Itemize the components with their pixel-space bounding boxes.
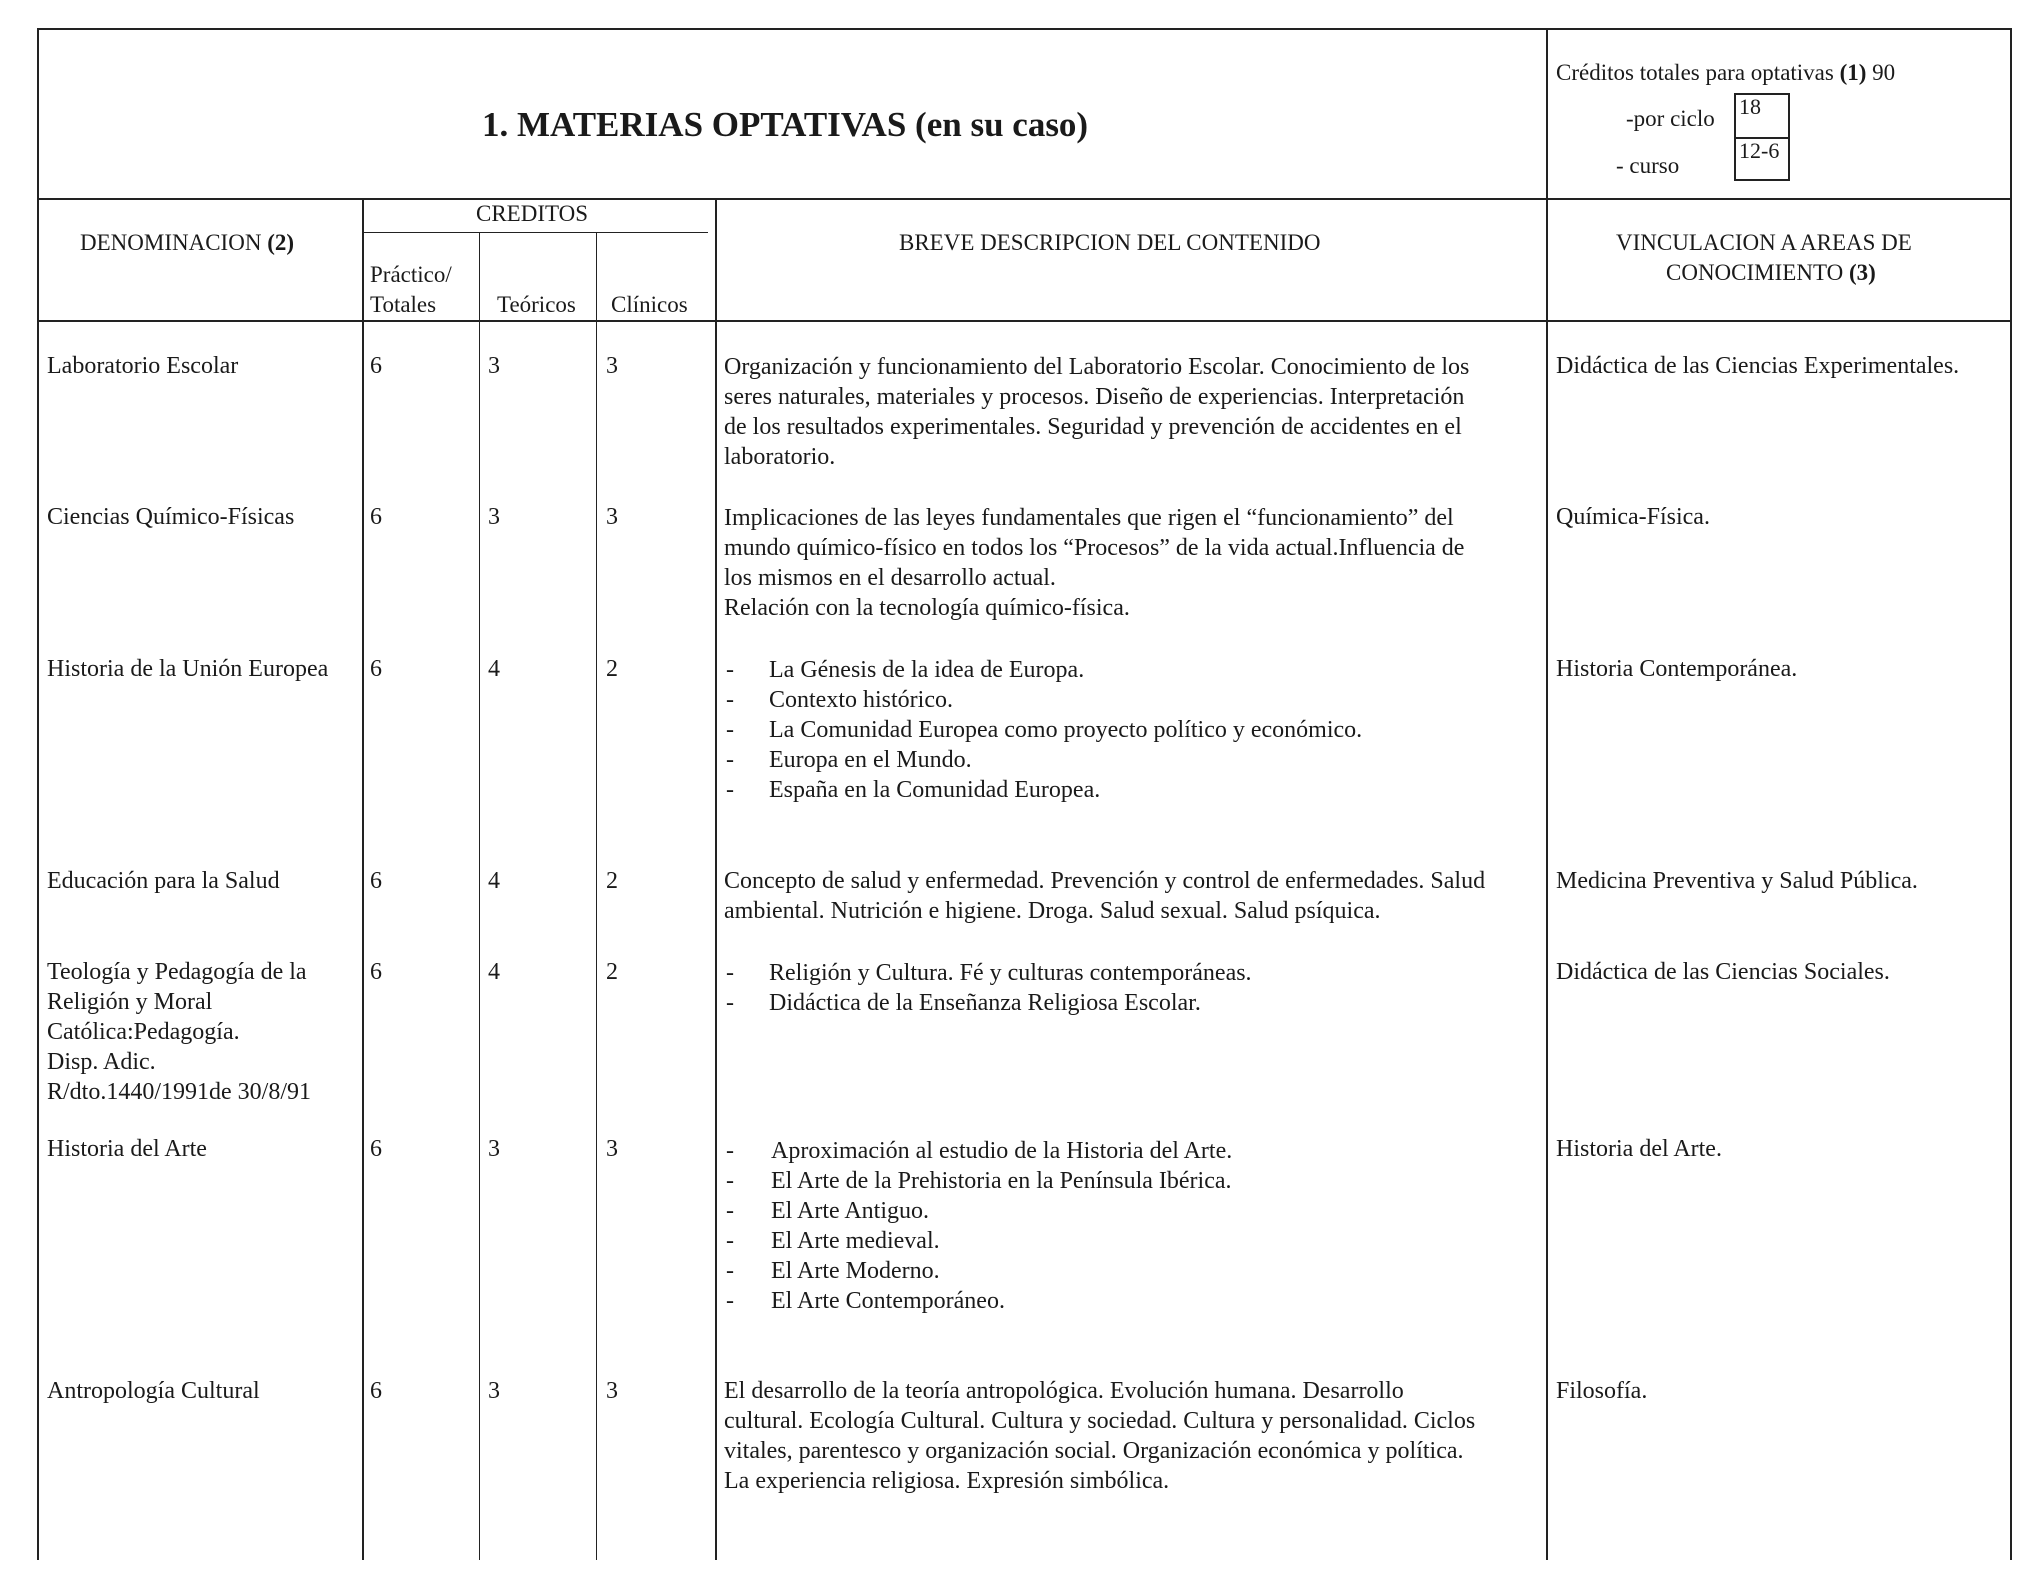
row-totales: 6 bbox=[370, 959, 382, 985]
row-desc-line: La experiencia religiosa. Expresión simbólica. bbox=[724, 1468, 1170, 1494]
creditos-totales-note: (1) bbox=[1839, 60, 1867, 85]
bullet-dash: - bbox=[726, 717, 734, 743]
row-desc-line: mundo químico-físico en todos los “Procesos” de la vida actual.Influencia de bbox=[724, 535, 1465, 561]
row-area: Didáctica de las Ciencias Sociales. bbox=[1556, 959, 1890, 985]
bullet-dash: - bbox=[726, 1168, 734, 1194]
creditos-totales-value: 90 bbox=[1872, 60, 1896, 85]
row-denominacion: Ciencias Químico-Físicas bbox=[47, 504, 295, 530]
bullet-dash: - bbox=[726, 777, 734, 803]
bullet-dash: - bbox=[726, 1288, 734, 1314]
row-area: Historia Contemporánea. bbox=[1556, 656, 1798, 682]
row-desc-line: Concepto de salud y enfermedad. Prevención y control de enfermedades. Salud bbox=[724, 868, 1486, 894]
row-totales: 6 bbox=[370, 504, 382, 530]
row-desc-line: Relación con la tecnología químico-física. bbox=[724, 595, 1130, 621]
por-ciclo-value-box bbox=[1734, 93, 1790, 139]
row-teoricos: 3 bbox=[488, 353, 500, 379]
row-bullet: Contexto histórico. bbox=[769, 687, 953, 713]
col-denominacion bbox=[80, 228, 294, 258]
row-desc-line: laboratorio. bbox=[724, 444, 836, 470]
curso-label: - curso bbox=[1616, 153, 1680, 178]
row-clinicos: 2 bbox=[606, 959, 618, 985]
por-ciclo-label: -por ciclo bbox=[1626, 106, 1715, 131]
row-clinicos: 3 bbox=[606, 504, 618, 530]
bullet-dash: - bbox=[726, 1228, 734, 1254]
row-denominacion: R/dto.1440/1991de 30/8/91 bbox=[47, 1079, 311, 1105]
bullet-dash: - bbox=[726, 687, 734, 713]
por-ciclo-value: 18 bbox=[1739, 94, 1761, 119]
row-desc-line: Implicaciones de las leyes fundamentales que rigen el “funcionamiento” del bbox=[724, 505, 1454, 531]
col-denominacion-label: DENOMINACION bbox=[80, 230, 262, 255]
row-desc-line: Organización y funcionamiento del Laboratorio Escolar. Conocimiento de los bbox=[724, 354, 1470, 380]
row-area: Didáctica de las Ciencias Experimentales. bbox=[1556, 353, 1960, 379]
col-practico-2: Totales bbox=[370, 292, 437, 317]
row-bullet: Europa en el Mundo. bbox=[769, 747, 972, 773]
row-denominacion: Antropología Cultural bbox=[47, 1378, 260, 1404]
row-teoricos: 3 bbox=[488, 1136, 500, 1162]
bullet-dash: - bbox=[726, 747, 734, 773]
row-teoricos: 4 bbox=[488, 868, 500, 894]
row-totales: 6 bbox=[370, 656, 382, 682]
row-denominacion: Teología y Pedagogía de la bbox=[47, 959, 307, 985]
row-denominacion: Educación para la Salud bbox=[47, 868, 280, 894]
bullet-dash: - bbox=[726, 1258, 734, 1284]
bullet-dash: - bbox=[726, 960, 734, 986]
col-vinculacion-2 bbox=[1666, 258, 1876, 288]
curso-value: 12-6 bbox=[1739, 138, 1780, 163]
row-clinicos: 3 bbox=[606, 353, 618, 379]
row-desc-line: seres naturales, materiales y procesos. Diseño de experiencias. Interpretación bbox=[724, 384, 1465, 410]
row-teoricos: 3 bbox=[488, 504, 500, 530]
creditos-totales-label: Créditos totales para optativas bbox=[1556, 60, 1834, 85]
row-clinicos: 3 bbox=[606, 1136, 618, 1162]
bullet-dash: - bbox=[726, 1198, 734, 1224]
creditos-totales-line bbox=[1556, 58, 1895, 88]
row-desc-line: cultural. Ecología Cultural. Cultura y sociedad. Cultura y personalidad. Ciclos bbox=[724, 1408, 1476, 1434]
row-bullet: El Arte medieval. bbox=[771, 1228, 940, 1254]
curso-value-box bbox=[1734, 137, 1790, 181]
page-title: 1. MATERIAS OPTATIVAS (en su caso) bbox=[482, 105, 1089, 144]
row-bullet: Religión y Cultura. Fé y culturas contemporáneas. bbox=[769, 960, 1252, 986]
col-teoricos: Teóricos bbox=[497, 292, 576, 317]
row-denominacion: Historia del Arte bbox=[47, 1136, 207, 1162]
row-bullet: El Arte de la Prehistoria en la Península Ibérica. bbox=[771, 1168, 1232, 1194]
row-denominacion: Historia de la Unión Europea bbox=[47, 656, 329, 682]
row-bullet: El Arte Antiguo. bbox=[771, 1198, 929, 1224]
row-clinicos: 3 bbox=[606, 1378, 618, 1404]
row-bullet: España en la Comunidad Europea. bbox=[769, 777, 1101, 803]
row-totales: 6 bbox=[370, 1378, 382, 1404]
row-bullet: La Comunidad Europea como proyecto político y económico. bbox=[769, 717, 1363, 743]
row-denominacion: Religión y Moral bbox=[47, 989, 213, 1015]
col-denominacion-note: (2) bbox=[267, 230, 295, 255]
row-area: Química-Física. bbox=[1556, 504, 1710, 530]
row-teoricos: 3 bbox=[488, 1378, 500, 1404]
row-desc-line: El desarrollo de la teoría antropológica. Evolución humana. Desarrollo bbox=[724, 1378, 1404, 1404]
row-area: Filosofía. bbox=[1556, 1378, 1648, 1404]
col-creditos: CREDITOS bbox=[476, 201, 589, 226]
row-bullet: El Arte Contemporáneo. bbox=[771, 1288, 1005, 1314]
row-totales: 6 bbox=[370, 868, 382, 894]
col-vinculacion-1: VINCULACION A AREAS DE bbox=[1616, 230, 1912, 255]
bullet-dash: - bbox=[726, 657, 734, 683]
row-area: Historia del Arte. bbox=[1556, 1136, 1722, 1162]
row-bullet: Aproximación al estudio de la Historia del Arte. bbox=[771, 1138, 1233, 1164]
row-totales: 6 bbox=[370, 353, 382, 379]
row-desc-line: los mismos en el desarrollo actual. bbox=[724, 565, 1056, 591]
row-bullet: La Génesis de la idea de Europa. bbox=[769, 657, 1085, 683]
bullet-dash: - bbox=[726, 990, 734, 1016]
row-clinicos: 2 bbox=[606, 656, 618, 682]
row-denominacion: Laboratorio Escolar bbox=[47, 353, 239, 379]
row-denominacion: Disp. Adic. bbox=[47, 1049, 156, 1075]
row-denominacion: Católica:Pedagogía. bbox=[47, 1019, 240, 1045]
col-clinicos: Clínicos bbox=[611, 292, 688, 317]
row-desc-line: de los resultados experimentales. Seguridad y prevención de accidentes en el bbox=[724, 414, 1462, 440]
row-teoricos: 4 bbox=[488, 656, 500, 682]
row-clinicos: 2 bbox=[606, 868, 618, 894]
col-vinculacion-label: CONOCIMIENTO bbox=[1666, 260, 1844, 285]
row-desc-line: ambiental. Nutrición e higiene. Droga. Salud sexual. Salud psíquica. bbox=[724, 898, 1381, 924]
row-teoricos: 4 bbox=[488, 959, 500, 985]
row-area: Medicina Preventiva y Salud Pública. bbox=[1556, 868, 1918, 894]
row-bullet: El Arte Moderno. bbox=[771, 1258, 940, 1284]
col-descripcion: BREVE DESCRIPCION DEL CONTENIDO bbox=[899, 230, 1321, 255]
row-desc-line: vitales, parentesco y organización social. Organización económica y política. bbox=[724, 1438, 1464, 1464]
col-vinculacion-note: (3) bbox=[1848, 260, 1876, 285]
col-practico-1: Práctico/ bbox=[370, 262, 452, 287]
row-bullet: Didáctica de la Enseñanza Religiosa Escolar. bbox=[769, 990, 1201, 1016]
row-totales: 6 bbox=[370, 1136, 382, 1162]
bullet-dash: - bbox=[726, 1138, 734, 1164]
